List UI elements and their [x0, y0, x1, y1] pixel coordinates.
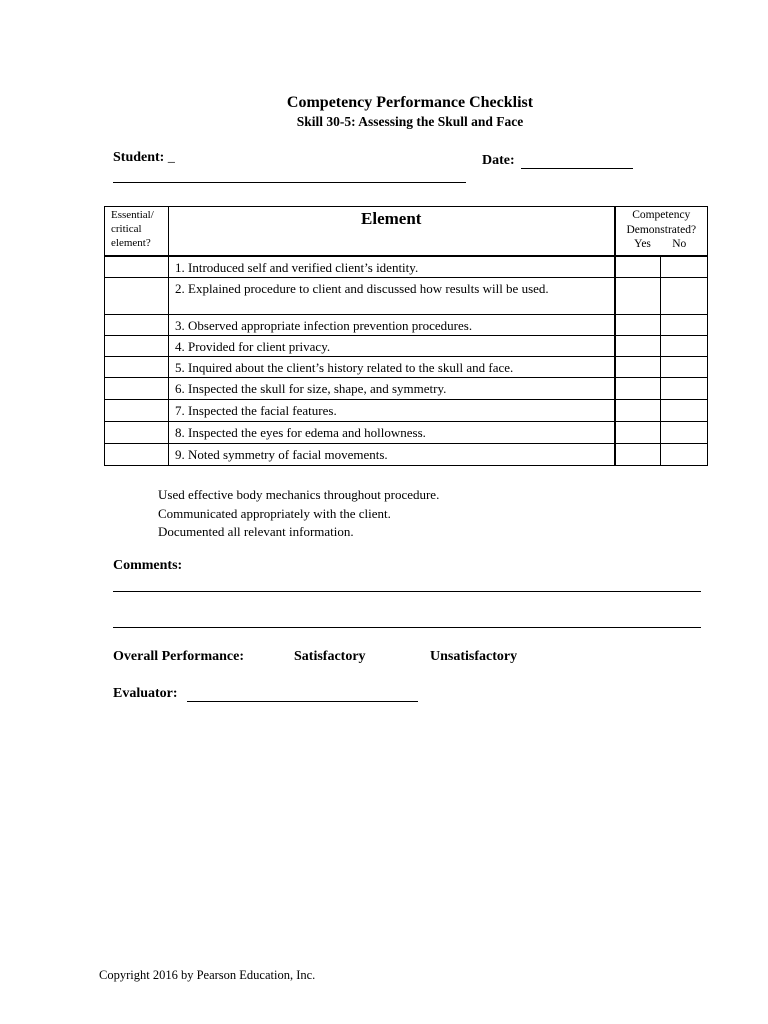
date-field-line[interactable] [521, 168, 633, 169]
page-title: Competency Performance Checklist [286, 94, 534, 111]
element-text: 9. Noted symmetry of facial movements. [169, 444, 615, 466]
no-cell[interactable] [661, 256, 708, 278]
checklist-table [104, 206, 708, 466]
table-row [105, 256, 708, 278]
extra-item: Used effective body mechanics throughout procedure. [158, 487, 440, 502]
essential-cell[interactable] [105, 378, 169, 400]
no-cell[interactable] [661, 278, 708, 315]
student-field-line[interactable] [113, 182, 466, 183]
extra-items-list [158, 486, 439, 542]
essential-cell[interactable] [105, 400, 169, 422]
satisfactory-option[interactable]: Satisfactory [294, 649, 366, 664]
yes-cell[interactable] [615, 378, 661, 400]
element-text: 3. Observed appropriate infection prevention procedures. [169, 315, 615, 336]
no-label: No [672, 238, 687, 250]
evaluator-label: Evaluator: [113, 686, 178, 701]
yes-cell[interactable] [615, 278, 661, 315]
no-cell[interactable] [661, 422, 708, 444]
yes-label: Yes [634, 238, 651, 250]
student-label: Student: _ [113, 150, 175, 165]
element-text: 1. Introduced self and verified client’s identity. [169, 256, 615, 278]
element-text: 8. Inspected the eyes for edema and hollowness. [169, 422, 615, 444]
copyright-text: Copyright 2016 by Pearson Education, Inc. [99, 968, 316, 982]
no-cell[interactable] [661, 444, 708, 466]
extra-item: Documented all relevant information. [158, 524, 354, 539]
essential-cell[interactable] [105, 357, 169, 378]
extra-item: Communicated appropriately with the client. [158, 505, 391, 521]
table-row [105, 400, 708, 422]
table-row [105, 444, 708, 466]
essential-cell[interactable] [105, 315, 169, 336]
essential-cell[interactable] [105, 336, 169, 357]
no-cell[interactable] [661, 315, 708, 336]
comments-line-1[interactable] [113, 591, 701, 592]
page-subtitle: Skill 30-5: Assessing the Skull and Face [296, 114, 524, 129]
student-value: _ [167, 150, 175, 165]
table-row [105, 357, 708, 378]
essential-header: Essential/ critical element? [105, 207, 169, 257]
essential-cell[interactable] [105, 444, 169, 466]
element-text: 5. Inquired about the client’s history related to the skull and face. [169, 357, 615, 378]
yes-cell[interactable] [615, 400, 661, 422]
unsatisfactory-option[interactable]: Unsatisfactory [430, 649, 518, 664]
element-text: 7. Inspected the facial features. [169, 400, 615, 422]
essential-cell[interactable] [105, 278, 169, 315]
table-row [105, 336, 708, 357]
overall-performance-label: Overall Performance: [113, 649, 244, 664]
table-row [105, 378, 708, 400]
element-text: 6. Inspected the skull for size, shape, and symmetry. [169, 378, 615, 400]
yes-cell[interactable] [615, 336, 661, 357]
no-cell[interactable] [661, 400, 708, 422]
essential-cell[interactable] [105, 422, 169, 444]
yes-cell[interactable] [615, 444, 661, 466]
no-cell[interactable] [661, 378, 708, 400]
no-cell[interactable] [661, 336, 708, 357]
table-row [105, 315, 708, 336]
table-row [105, 422, 708, 444]
comments-line-2[interactable] [113, 627, 701, 628]
date-label: Date: [482, 153, 515, 168]
yes-cell[interactable] [615, 256, 661, 278]
essential-cell[interactable] [105, 256, 169, 278]
competency-header: Competency Demonstrated? Yes No [615, 207, 708, 257]
element-header: Element [169, 207, 615, 257]
no-cell[interactable] [661, 357, 708, 378]
yes-cell[interactable] [615, 422, 661, 444]
element-text: 4. Provided for client privacy. [169, 336, 615, 357]
yes-cell[interactable] [615, 315, 661, 336]
table-header-row [105, 207, 708, 257]
evaluator-field-line[interactable] [187, 701, 418, 702]
comments-label: Comments: [113, 558, 183, 573]
yes-cell[interactable] [615, 357, 661, 378]
element-text: 2. Explained procedure to client and discussed how results will be used. [169, 278, 615, 315]
table-row [105, 278, 708, 315]
